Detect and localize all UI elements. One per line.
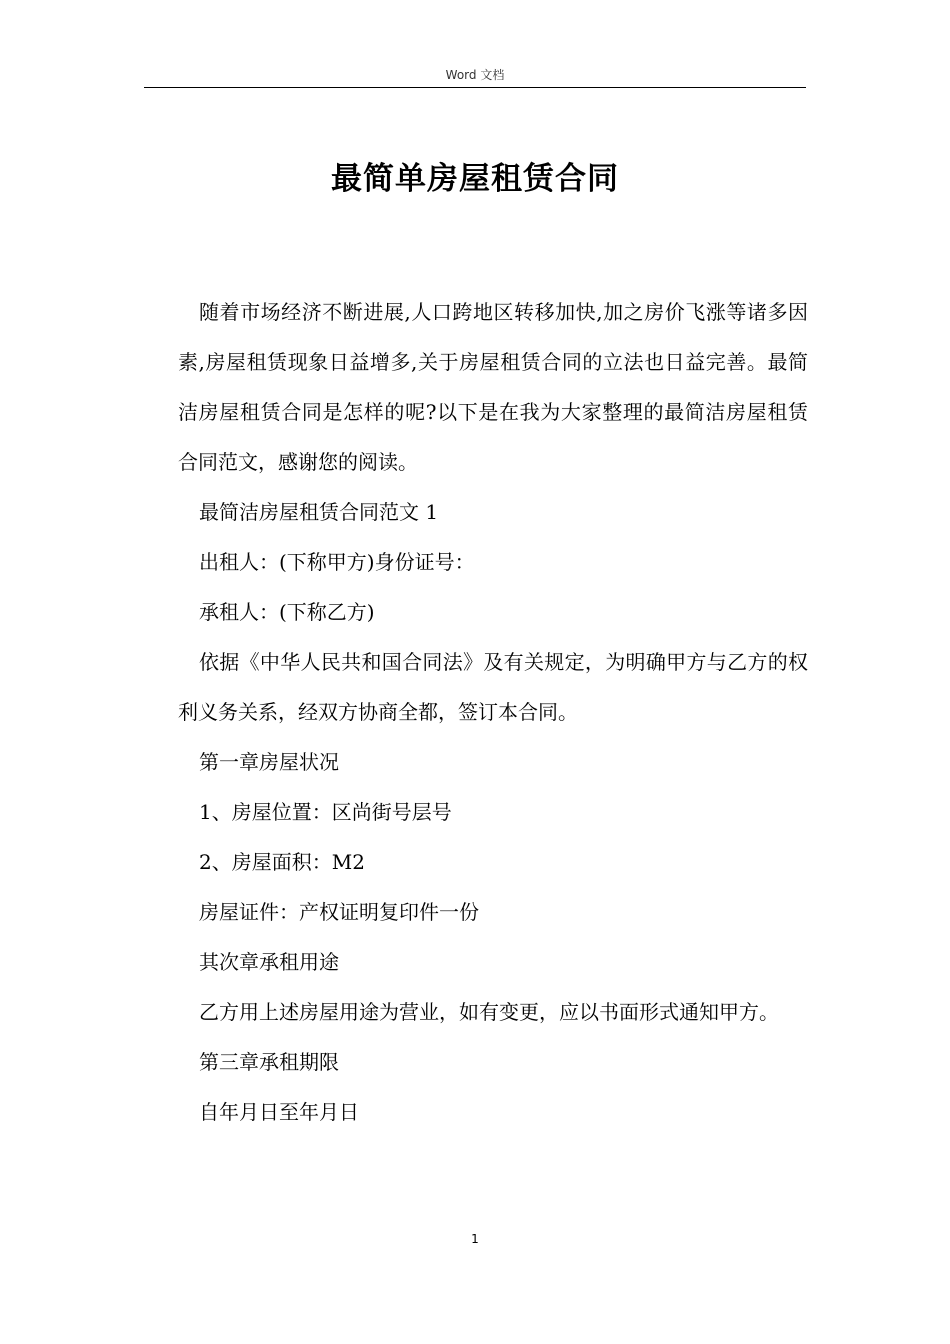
chapter-one-heading: 第一章房屋状况: [199, 750, 339, 774]
document-title: 最简单房屋租赁合同: [331, 161, 619, 197]
header-divider: [144, 87, 806, 88]
lessee-line: 承租人：(下称乙方): [199, 600, 375, 624]
sample-heading: 最简洁房屋租赁合同范文 1: [199, 500, 439, 524]
document-body: [178, 287, 808, 1137]
usage-paragraph: 乙方用上述房屋用途为营业，如有变更，应以书面形式通知甲方。: [199, 1000, 779, 1024]
intro-paragraph: 随着市场经济不断进展,人口跨地区转移加快,加之房价飞涨等诸多因素,房屋租赁现象日益增多,关于房屋租赁合同的立法也日益完善。最简洁房屋租赁合同是怎样的呢?以下是在我为大家整理的最简洁房屋租赁合同范文，感谢您的阅读。: [178, 300, 808, 474]
house-certificate-line: 房屋证件：产权证明复印件一份: [199, 900, 479, 924]
chapter-two-heading: 其次章承租用途: [199, 950, 339, 974]
chapter-three-heading: 第三章承租期限: [199, 1050, 339, 1074]
lessor-line: 出租人：(下称甲方)身份证号：: [199, 550, 475, 574]
term-line: 自年月日至年月日: [199, 1100, 359, 1124]
legal-basis-paragraph: 依据《中华人民共和国合同法》及有关规定，为明确甲方与乙方的权利义务关系，经双方协商全都，签订本合同。: [178, 650, 808, 724]
house-location-line: 1、房屋位置：区尚街号层号: [199, 800, 452, 824]
house-area-line: 2、房屋面积：M2: [199, 850, 365, 874]
page-number: 1: [471, 1232, 479, 1246]
page-header-label: Word 文档: [445, 68, 505, 82]
